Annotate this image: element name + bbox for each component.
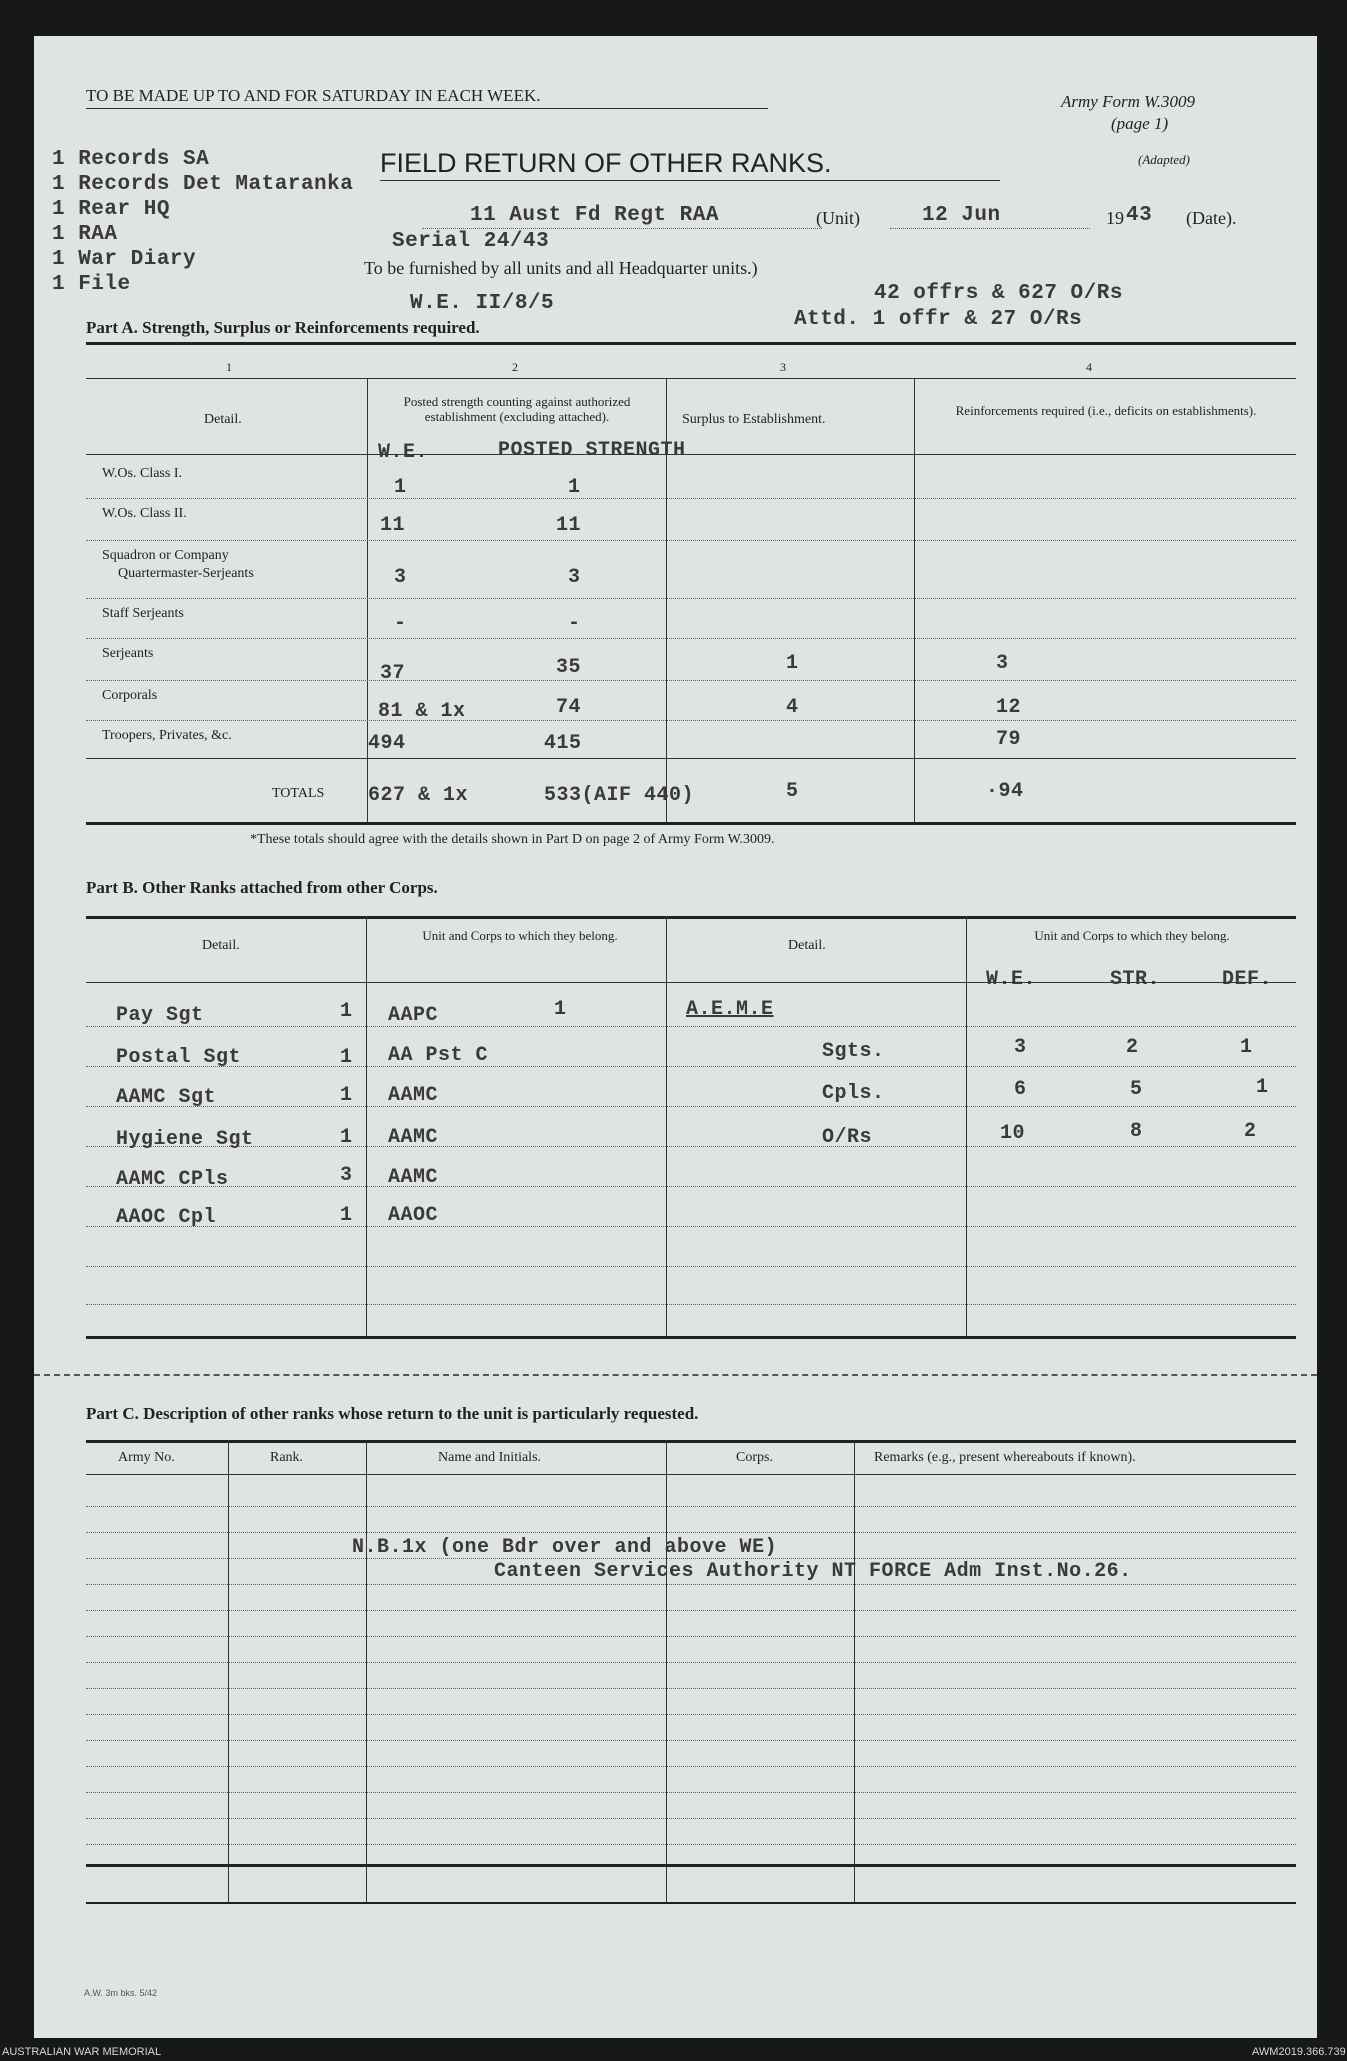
- part-a-header-reinf: Reinforcements required (i.e., deficits on establishments).: [955, 403, 1257, 418]
- part-b-col-divider-1: [366, 916, 367, 1336]
- part-a-header-posted: Posted strength counting against authorized establishment (excluding attached).: [403, 394, 631, 424]
- part-c-bottom-rule-1: [86, 1864, 1296, 1867]
- attached-detail: AAMC Sgt: [116, 1086, 217, 1109]
- attached-corps: AAMC: [388, 1084, 439, 1107]
- row-we: 1: [394, 476, 407, 499]
- row-rule: [86, 1106, 1296, 1107]
- part-a-title: Part A. Strength, Surplus or Reinforcements required.: [86, 318, 480, 337]
- totals-posted: 533(AIF 440): [544, 784, 695, 807]
- row-rule: [86, 498, 1296, 499]
- row-rule: [86, 638, 1296, 639]
- distribution-item: 1 RAA: [52, 223, 118, 246]
- row-posted: 35: [556, 656, 582, 679]
- aeme-we: 6: [1014, 1078, 1027, 1101]
- part-c-header-rank: Rank.: [270, 1450, 304, 1465]
- aeme-we: 10: [1000, 1122, 1026, 1145]
- footer-institution: AUSTRALIAN WAR MEMORIAL: [2, 2046, 162, 2058]
- aeme-def: 2: [1244, 1120, 1257, 1143]
- strength-summary-line2: Attd. 1 offr & 27 O/Rs: [794, 308, 1083, 331]
- totals-surplus: 5: [786, 780, 799, 803]
- attached-detail: Pay Sgt: [116, 1004, 204, 1027]
- row-rule: [86, 1026, 1296, 1027]
- part-c-top-rule: [86, 1440, 1296, 1443]
- form-adapted: (Adapted): [1138, 152, 1190, 167]
- part-a-col-divider-3: [914, 378, 915, 822]
- row-rule: [86, 598, 1296, 599]
- row-detail: Troopers, Privates, &c.: [102, 728, 232, 743]
- part-c-header-remarks: Remarks (e.g., present whereabouts if known).: [874, 1450, 1136, 1465]
- part-a-header-surplus: Surplus to Establishment.: [682, 412, 826, 427]
- we-reference: W.E. II/8/5: [410, 292, 555, 315]
- instruction-underline: [86, 108, 768, 109]
- aeme-str: 8: [1130, 1120, 1143, 1143]
- row-detail: Corporals: [102, 688, 158, 703]
- row-detail: W.Os. Class I.: [102, 466, 182, 481]
- distribution-item: 1 War Diary: [52, 248, 197, 271]
- row-detail-line2: Quartermaster-Serjeants: [118, 566, 254, 581]
- row-rule: [86, 1304, 1296, 1305]
- part-b-sub-we: W.E.: [986, 968, 1037, 991]
- part-b-header-unit-right: Unit and Corps to which they belong.: [1034, 928, 1230, 943]
- attached-extra: 1: [554, 998, 567, 1021]
- part-c-col-divider-2: [366, 1440, 367, 1902]
- part-a-footnote: *These totals should agree with the details shown in Part D on page 2 of Army Form W.3009.: [250, 832, 775, 847]
- row-rule: [86, 1818, 1296, 1819]
- row-rule: [86, 1844, 1296, 1845]
- typed-subheader-posted: POSTED STRENGTH: [498, 439, 686, 462]
- printer-mark: A.W. 3m bks. 5/42: [84, 1988, 158, 1998]
- date-day-month: 12 Jun: [922, 204, 1001, 227]
- attached-corps: AAPC: [388, 1004, 439, 1027]
- part-c-header-rule: [86, 1474, 1296, 1475]
- date-dotted-line: [890, 228, 1090, 229]
- col-number-2: 2: [512, 360, 518, 374]
- attached-count: 1: [340, 1046, 353, 1069]
- row-rule: [86, 1662, 1296, 1663]
- tear-line: [34, 1374, 1317, 1376]
- row-posted: 415: [544, 732, 582, 755]
- row-posted: 74: [556, 696, 582, 719]
- row-surplus: 4: [786, 696, 799, 719]
- part-c-note-line1: N.B.1x (one Bdr over and above WE): [352, 1536, 778, 1559]
- distribution-item: 1 Records SA: [52, 148, 210, 171]
- aeme-detail: O/Rs: [822, 1126, 873, 1149]
- part-b-header-detail-right: Detail.: [788, 938, 826, 953]
- col-number-3: 3: [780, 360, 786, 374]
- totals-we: 627 & 1x: [368, 784, 469, 807]
- col-number-1: 1: [226, 360, 232, 374]
- part-a-bottom-rule: [86, 822, 1296, 825]
- row-rule: [86, 1792, 1296, 1793]
- part-b-sub-def: DEF.: [1222, 968, 1273, 991]
- part-b-header-detail-left: Detail.: [202, 938, 240, 953]
- row-detail: Squadron or Company: [102, 548, 229, 563]
- part-a-header-rule: [86, 454, 1296, 455]
- part-b-top-rule: [86, 916, 1296, 919]
- part-c-title: Part C. Description of other ranks whose return to the unit is particularly requested.: [86, 1404, 699, 1423]
- row-rule: [86, 1532, 1296, 1533]
- title-underline: [380, 180, 1000, 181]
- row-rule: [86, 1688, 1296, 1689]
- part-b-header-rule: [86, 982, 1296, 983]
- aeme-detail: Sgts.: [822, 1040, 885, 1063]
- distribution-item: 1 File: [52, 273, 131, 296]
- row-detail: Staff Serjeants: [102, 606, 184, 621]
- form-sheet: [34, 36, 1317, 2038]
- attached-corps: AAMC: [388, 1126, 439, 1149]
- unit-label: (Unit): [816, 208, 860, 228]
- totals-reinf: ·94: [986, 780, 1024, 803]
- part-b-col-divider-3: [966, 916, 967, 1336]
- part-c-header-corps: Corps.: [736, 1450, 773, 1465]
- aeme-def: 1: [1240, 1036, 1253, 1059]
- part-c-col-divider-3: [666, 1440, 667, 1902]
- row-we: 37: [380, 662, 406, 685]
- row-rule: [86, 1506, 1296, 1507]
- aeme-detail: Cpls.: [822, 1082, 885, 1105]
- form-page: (page 1): [1111, 114, 1169, 133]
- attached-detail: Postal Sgt: [116, 1046, 242, 1069]
- distribution-item: 1 Records Det Mataranka: [52, 173, 354, 196]
- aeme-str: 2: [1126, 1036, 1139, 1059]
- part-a-col-divider-1: [367, 378, 368, 822]
- form-title: FIELD RETURN OF OTHER RANKS.: [380, 148, 832, 178]
- row-rule: [86, 1636, 1296, 1637]
- serial-number: Serial 24/43: [392, 230, 550, 253]
- totals-label: TOTALS: [272, 786, 325, 801]
- row-reinf: 12: [996, 696, 1022, 719]
- furnish-note: To be furnished by all units and all Headquarter units.): [364, 258, 758, 278]
- weekly-instruction: TO BE MADE UP TO AND FOR SATURDAY IN EACH WEEK.: [86, 86, 541, 105]
- attached-detail: AAMC CPls: [116, 1168, 229, 1191]
- strength-summary-line1: 42 offrs & 627 O/Rs: [874, 282, 1123, 305]
- unit-value: 11 Aust Fd Regt RAA: [470, 204, 719, 227]
- col-number-rule: [86, 378, 1296, 379]
- row-posted: 3: [568, 566, 581, 589]
- attached-count: 1: [340, 1126, 353, 1149]
- row-detail: Serjeants: [102, 646, 154, 661]
- part-b-col-divider-2: [666, 916, 667, 1336]
- part-c-note-line2: Canteen Services Authority NT FORCE Adm Inst.No.26.: [494, 1560, 1132, 1583]
- part-a-top-rule: [86, 342, 1296, 345]
- row-rule: [86, 1740, 1296, 1741]
- row-reinf: 3: [996, 652, 1009, 675]
- aeme-we: 3: [1014, 1036, 1027, 1059]
- aeme-def: 1: [1256, 1076, 1269, 1099]
- distribution-item: 1 Rear HQ: [52, 198, 170, 221]
- part-b-title: Part B. Other Ranks attached from other Corps.: [86, 878, 438, 897]
- row-rule: [86, 1766, 1296, 1767]
- attached-detail: AAOC Cpl: [116, 1206, 217, 1229]
- row-rule: [86, 540, 1296, 541]
- row-posted: 11: [556, 514, 582, 537]
- row-we: 11: [380, 514, 406, 537]
- date-year-prefix: 19: [1106, 208, 1124, 228]
- row-we: 494: [368, 732, 406, 755]
- row-rule: [86, 720, 1296, 721]
- row-we: 81 & 1x: [378, 700, 466, 723]
- part-c-col-divider-4: [854, 1440, 855, 1902]
- aeme-heading: A.E.M.E: [686, 998, 774, 1021]
- row-surplus: 1: [786, 652, 799, 675]
- row-rule: [86, 1610, 1296, 1611]
- part-b-sub-str: STR.: [1110, 968, 1161, 991]
- date-label: (Date).: [1186, 208, 1237, 228]
- attached-corps: AAMC: [388, 1166, 439, 1189]
- row-we: -: [394, 612, 407, 635]
- row-rule: [86, 1226, 1296, 1227]
- part-c-header-name: Name and Initials.: [438, 1450, 542, 1465]
- unit-dotted-line: [422, 228, 822, 229]
- attached-detail: Hygiene Sgt: [116, 1128, 254, 1151]
- row-rule: [86, 1266, 1296, 1267]
- typed-subheader-we: W.E.: [378, 441, 429, 464]
- attached-corps: AAOC: [388, 1204, 439, 1227]
- row-rule: [86, 1584, 1296, 1585]
- row-rule: [86, 680, 1296, 681]
- part-c-col-divider-1: [228, 1440, 229, 1902]
- row-rule: [86, 1066, 1296, 1067]
- part-b-bottom-rule: [86, 1336, 1296, 1339]
- row-posted: 1: [568, 476, 581, 499]
- part-a-header-detail: Detail.: [204, 412, 242, 427]
- attached-count: 1: [340, 1000, 353, 1023]
- row-rule: [86, 758, 1296, 759]
- row-rule: [86, 1714, 1296, 1715]
- row-rule: [86, 1146, 1296, 1147]
- attached-count: 1: [340, 1084, 353, 1107]
- part-b-header-unit-left: Unit and Corps to which they belong.: [422, 928, 618, 943]
- attached-count: 3: [340, 1164, 353, 1187]
- row-rule: [86, 1186, 1296, 1187]
- row-reinf: 79: [996, 728, 1022, 751]
- row-detail: W.Os. Class II.: [102, 506, 187, 521]
- row-we: 3: [394, 566, 407, 589]
- col-number-4: 4: [1086, 360, 1092, 374]
- part-c-bottom-rule-2: [86, 1902, 1296, 1904]
- footer-accession: AWM2019.366.739: [1252, 2046, 1346, 2058]
- part-c-header-army-no: Army No.: [118, 1450, 175, 1465]
- attached-count: 1: [340, 1204, 353, 1227]
- attached-corps: AA Pst C: [388, 1044, 489, 1067]
- form-id: Army Form W.3009: [1061, 92, 1195, 111]
- date-year-suffix: 43: [1126, 204, 1153, 227]
- row-posted: -: [568, 612, 581, 635]
- aeme-str: 5: [1130, 1078, 1143, 1101]
